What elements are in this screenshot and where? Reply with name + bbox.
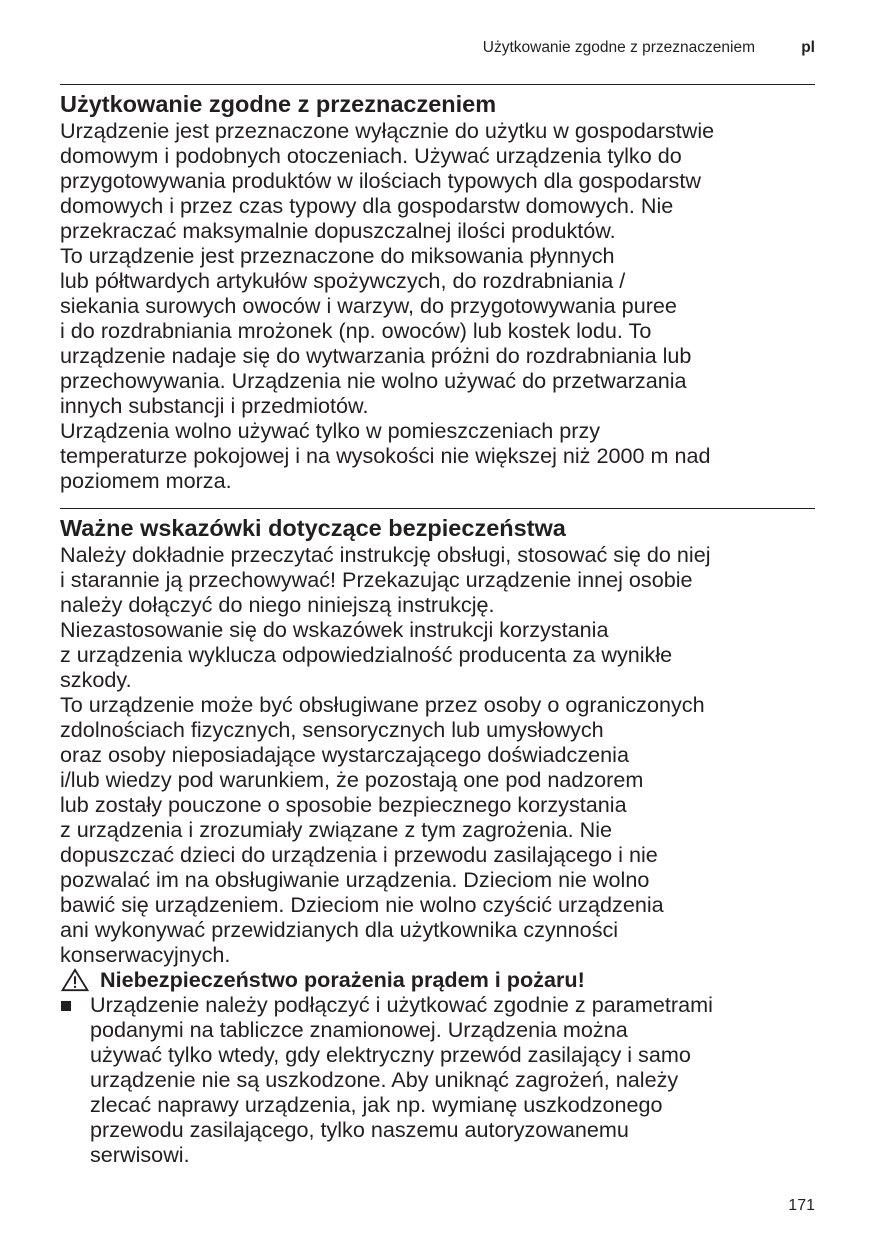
section-body-safety	[60, 542, 820, 967]
paragraph-line: i do rozdrabniania mrożonek (np. owoców) lub kostek lodu. To	[60, 318, 652, 343]
warning-bullet-item	[60, 992, 820, 1167]
paragraph-line: dopuszczać dzieci do urządzenia i przewodu zasilającego i nie	[60, 842, 658, 867]
paragraph-line: pozwalać im na obsługiwanie urządzenia. Dzieciom nie wolno	[60, 867, 650, 892]
section-intended-use	[60, 91, 820, 493]
paragraph-line: To urządzenie może być obsługiwane przez osoby o ograniczonych	[60, 692, 705, 717]
bullet-text-line: Urządzenie należy podłączyć i użytkować zgodnie z parametrami	[90, 992, 713, 1017]
paragraph-line: przygotowywania produktów w ilościach typowych dla gospodarstw	[60, 168, 701, 193]
section-heading-intended-use: Użytkowanie zgodne z przeznaczeniem	[60, 91, 497, 117]
paragraph-line: domowych i przez czas typowy dla gospodarstw domowych. Nie	[60, 193, 674, 218]
running-header	[60, 39, 815, 61]
paragraph-line: z urządzenia wyklucza odpowiedzialność producenta za wynikłe	[60, 642, 673, 667]
paragraph-line: z urządzenia i zrozumiały związane z tym zagrożenia. Nie	[60, 817, 613, 842]
paragraph-line: lub zostały pouczone o sposobie bezpiecznego korzystania	[60, 792, 627, 817]
bullet-text-line: urządzenie nie są uszkodzone. Aby uniknąć zagrożeń, należy	[90, 1067, 679, 1092]
warning-bullet-text	[90, 992, 820, 1167]
running-header-title: Użytkowanie zgodne z przeznaczeniem	[482, 39, 755, 56]
paragraph-line: poziomem morza.	[60, 468, 232, 493]
square-bullet-icon	[61, 1001, 71, 1011]
section-heading-safety: Ważne wskazówki dotyczące bezpieczeństwa	[60, 515, 566, 541]
paragraph-line: bawić się urządzeniem. Dzieciom nie wolno czyścić urządzenia	[60, 892, 664, 917]
paragraph-line: przekraczać maksymalnie dopuszczalnej ilości produktów.	[60, 218, 616, 243]
paragraph-line: urządzenie nadaje się do wytwarzania próżni do rozdrabniania lub	[60, 343, 692, 368]
page-number: 171	[788, 1197, 815, 1214]
paragraph-line: Należy dokładnie przeczytać instrukcję obsługi, stosować się do niej	[60, 542, 711, 567]
paragraph-line: innych substancji i przedmiotów.	[60, 393, 369, 418]
paragraph-line: szkody.	[60, 667, 132, 692]
paragraph-line: oraz osoby nieposiadające wystarczającego doświadczenia	[60, 742, 629, 767]
bullet-text-line: serwisowi.	[90, 1142, 190, 1167]
warning-heading-text: Niebezpieczeństwo porażenia prądem i pożaru!	[100, 967, 585, 992]
paragraph-line: To urządzenie jest przeznaczone do miksowania płynnych	[60, 243, 615, 268]
paragraph-line: lub półtwardych artykułów spożywczych, do rozdrabniania /	[60, 268, 626, 293]
paragraph-line: konserwacyjnych.	[60, 942, 231, 967]
bullet-text-line: zlecać naprawy urządzenia, jak np. wymianę uszkodzonego	[90, 1092, 663, 1117]
paragraph-line: domowym i podobnych otoczeniach. Używać urządzenia tylko do	[60, 143, 682, 168]
language-code: pl	[801, 39, 815, 56]
paragraph-line: ani wykonywać przewidzianych dla użytkownika czynności	[60, 917, 619, 942]
paragraph-line: Urządzenie jest przeznaczone wyłącznie do użytku w gospodarstwie	[60, 118, 715, 143]
section-body-intended-use	[60, 118, 820, 493]
paragraph-line: siekania surowych owoców i warzyw, do przygotowywania puree	[60, 293, 677, 318]
paragraph-line: temperaturze pokojowej i na wysokości nie większej niż 2000 m nad	[60, 443, 711, 468]
paragraph-line: i/lub wiedzy pod warunkiem, że pozostają one pod nadzorem	[60, 767, 644, 792]
paragraph-line: przechowywania. Urządzenia nie wolno używać do przetwarzania	[60, 368, 687, 393]
section-divider-safety	[60, 508, 815, 509]
section-safety-instructions	[60, 515, 820, 1167]
bullet-text-line: używać tylko wtedy, gdy elektryczny przewód zasilający i samo	[90, 1042, 691, 1067]
warning-heading	[60, 967, 820, 992]
paragraph-line: Urządzenia wolno używać tylko w pomieszczeniach przy	[60, 418, 601, 443]
paragraph-line: zdolnościach fizycznych, sensorycznych lub umysłowych	[60, 717, 604, 742]
warning-triangle-icon	[60, 968, 90, 992]
paragraph-line: Niezastosowanie się do wskazówek instrukcji korzystania	[60, 617, 609, 642]
paragraph-line: należy dołączyć do niego niniejszą instrukcję.	[60, 592, 495, 617]
bullet-text-line: podanymi na tabliczce znamionowej. Urządzenia można	[90, 1017, 628, 1042]
paragraph-line: i starannie ją przechowywać! Przekazując urządzenie innej osobie	[60, 567, 693, 592]
section-divider-top	[60, 84, 815, 85]
bullet-text-line: przewodu zasilającego, tylko naszemu autoryzowanemu	[90, 1117, 629, 1142]
